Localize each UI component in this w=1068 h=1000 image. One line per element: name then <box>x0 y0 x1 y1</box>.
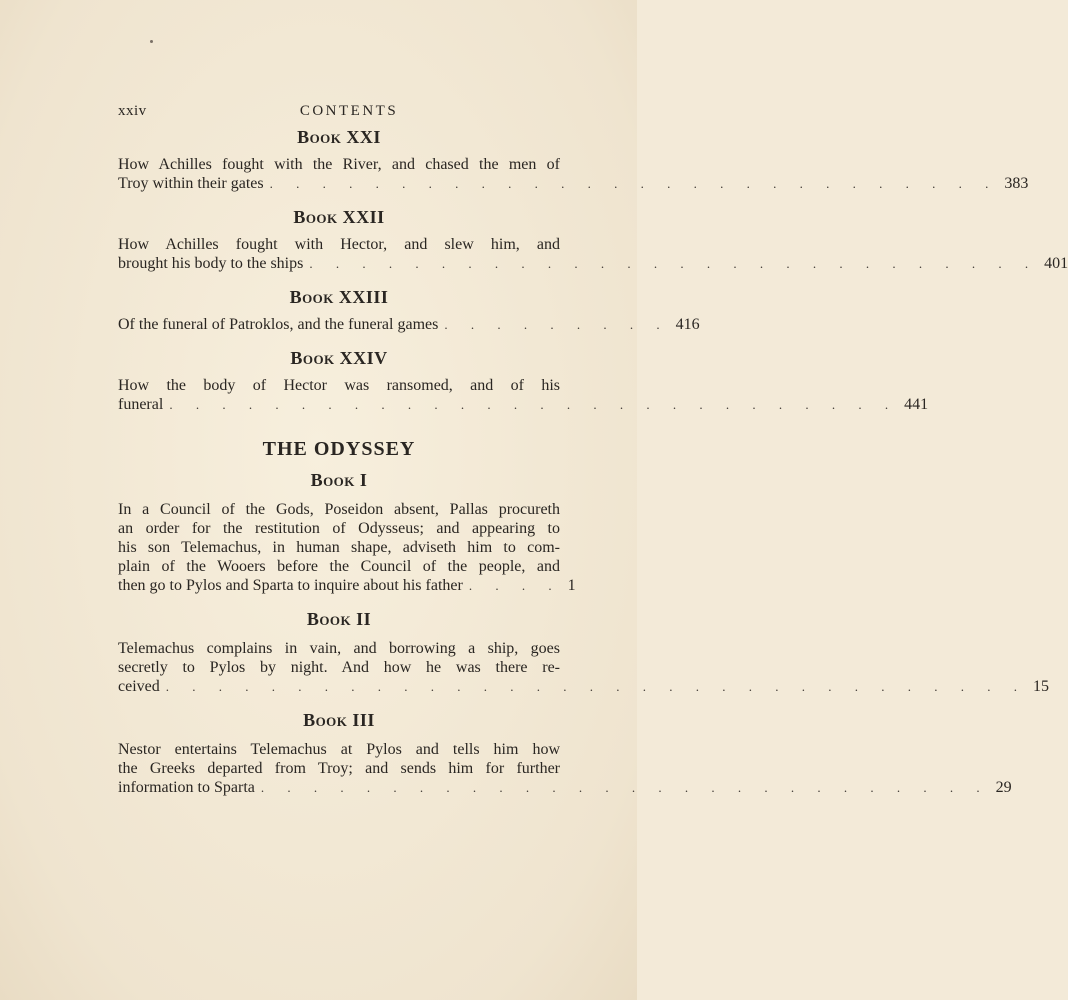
book-heading: Book XXIII <box>289 287 389 307</box>
page-ref: 29 <box>995 779 1012 796</box>
entry-description <box>118 235 1068 273</box>
entry-line: How Achilles fought with Hector, and slew him, and <box>118 236 560 253</box>
dot-leader: . . . . . . . . . . . . . . . . . . . . . . . . . . . . <box>169 397 899 412</box>
dot-leader: . . . . . . . . . . . . . . . . . . . . . . . . . . . . . . . . . <box>165 679 1027 694</box>
toc-entry <box>118 606 1049 696</box>
dot-leader: . . . . . . . . . . . . . . . . . . . . . . . . . . . . <box>260 780 990 795</box>
dot-leader: . . . . <box>468 578 562 593</box>
book-heading: Book III <box>303 710 375 730</box>
page-ref: 15 <box>1033 678 1049 695</box>
toc-entry <box>118 124 1029 193</box>
entry-line: funeral <box>118 396 164 413</box>
entry-line: Of the funeral of Patroklos, and the funeral games <box>118 316 439 333</box>
book-heading: Book XXIV <box>290 348 388 368</box>
dot-leader: . . . . . . . . . . . . . . . . . . . . . . . . . . . . <box>269 176 999 191</box>
page-number: xxiv <box>118 103 147 119</box>
entry-description <box>118 155 1029 193</box>
book-heading: Book XXII <box>293 207 385 227</box>
dot-leader: . . . . . . . . . <box>444 317 670 332</box>
entry-description <box>118 315 700 334</box>
running-head <box>118 103 560 123</box>
page-ref: 441 <box>904 396 929 413</box>
entry-line: Telemachus complains in vain, and borrowing a ship, goes <box>118 640 560 657</box>
entry-line: his son Telemachus, in human shape, adviseth him to com- <box>118 539 560 556</box>
entry-line: How the body of Hector was ransomed, and of his <box>118 377 560 394</box>
page-ref: 416 <box>675 316 700 333</box>
toc-entry <box>118 345 929 414</box>
paper-speck <box>150 40 153 43</box>
entry-description <box>118 500 576 595</box>
toc-entry <box>118 707 1012 797</box>
toc-entry <box>118 284 700 334</box>
entry-line: secretly to Pylos by night. And how he was there re- <box>118 659 560 676</box>
entry-line: How Achilles fought with the River, and chased the men of <box>118 156 560 173</box>
entry-line: the Greeks departed from Troy; and sends him for further <box>118 760 560 777</box>
entry-line: Nestor entertains Telemachus at Pylos and tells him how <box>118 741 560 758</box>
entry-line: ceived <box>118 678 160 695</box>
entry-line: then go to Pylos and Sparta to inquire about his father <box>118 577 463 594</box>
entry-line: brought his body to the ships <box>118 255 304 272</box>
entry-line: In a Council of the Gods, Poseidon absent, Pallas procureth <box>118 501 560 518</box>
page-ref: 401 <box>1044 255 1068 272</box>
entry-description <box>118 740 1012 797</box>
entry-line: an order for the restitution of Odysseus; and appearing to <box>118 520 560 537</box>
book-heading: Book II <box>306 609 372 629</box>
toc-entry <box>118 204 1068 273</box>
running-head-title: CONTENTS <box>299 103 399 119</box>
toc-entry <box>118 467 576 595</box>
book-heading: Book XXI <box>297 127 381 147</box>
contents-list <box>118 124 1068 797</box>
entry-line: information to Sparta <box>118 779 255 796</box>
section-title: THE ODYSSEY <box>262 438 416 460</box>
entry-description <box>118 376 929 414</box>
dot-leader: . . . . . . . . . . . . . . . . . . . . . . . . . . . . <box>309 256 1039 271</box>
page-ref: 1 <box>567 577 576 594</box>
entry-line: plain of the Wooers before the Council of the people, and <box>118 558 560 575</box>
book-heading: Book I <box>310 470 368 490</box>
entry-line: Troy within their gates <box>118 175 264 192</box>
page-ref: 383 <box>1004 175 1029 192</box>
entry-description <box>118 639 1049 696</box>
